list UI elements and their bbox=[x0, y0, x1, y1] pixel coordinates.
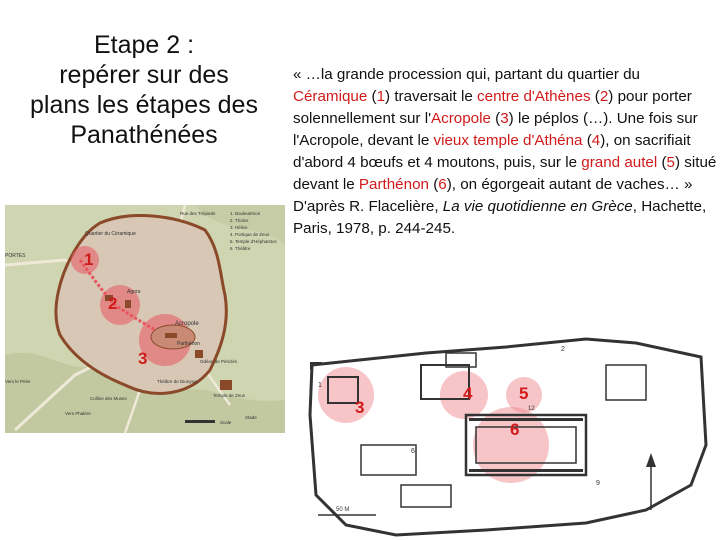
legend-item: 4. Portique de Zeus bbox=[230, 232, 270, 237]
acropole-word: Acropole bbox=[430, 110, 491, 127]
quote-segment: « …la grande procession qui, partant du quartier du bbox=[293, 66, 640, 83]
num-1: 1 bbox=[376, 88, 386, 105]
legend-item: 1. Bouleutérion bbox=[230, 211, 261, 216]
odeon-building bbox=[195, 350, 203, 358]
quote-segment: pour porter solennellement sur l' bbox=[293, 88, 692, 127]
map-label-rue: Rue des Trépieds bbox=[180, 211, 216, 216]
quote-text: « …la grande procession qui, partant du quartier du Céramique (1) traversait le centre d'Athènes (2) pour porter solennellement sur l'Acropole (3) le péplos (…). Une fois sur l'Acropole, devant le vieux temple d'Athéna (4), on sacrifiait d'abord 4 bœufs et 4 moutons, puis, sur le grand autel (5) situé devant le Parthénon (6), on égorgeait autant de vaches… » D'après R. Flacelière, La vie quotidienne en Grèce, Hachette, Paris, 1978, p. 244-245. bbox=[293, 66, 717, 237]
num-2: 2 bbox=[599, 88, 609, 105]
map-label-acropole: Acropole bbox=[175, 321, 199, 327]
temple-athena: vieux temple d'Athéna bbox=[433, 132, 583, 149]
quote-segment: traversait le bbox=[390, 88, 478, 105]
plan-marker-5: 5 bbox=[519, 384, 529, 403]
slide-title bbox=[0, 30, 288, 150]
scale-label: Scale bbox=[220, 420, 232, 425]
centre-athenes: centre d'Athènes bbox=[477, 88, 591, 105]
map-label-portes: PORTES bbox=[5, 253, 26, 259]
athens-map bbox=[5, 205, 285, 433]
scale-bar bbox=[185, 420, 215, 423]
column-row bbox=[469, 469, 583, 472]
title-line-4: Panathénées bbox=[70, 121, 218, 149]
plan-label-12: 12 bbox=[528, 406, 535, 412]
plan-label-6: 6 bbox=[411, 448, 415, 455]
legend-item: 6. Théâtre bbox=[230, 246, 251, 251]
title-line-1: Etape 2 : bbox=[93, 31, 195, 59]
plan-label-2: 2 bbox=[561, 346, 565, 353]
book-title: La vie quotidienne en Grèce bbox=[442, 198, 633, 215]
map-label-quartier: Quartier du Céramique bbox=[85, 231, 136, 237]
map-label-route-phalere: Vers Phalère bbox=[65, 411, 91, 416]
title-line-3: plans les étapes des bbox=[30, 91, 258, 119]
map-marker-2: 2 bbox=[108, 294, 118, 313]
map-label-route-mer: Vers le Pirée bbox=[5, 379, 31, 384]
num-3: 3 bbox=[500, 110, 509, 127]
num-5: 5 bbox=[666, 154, 675, 171]
map-label-parthenon: Parthénon bbox=[177, 341, 201, 347]
map-label-agora: Agora bbox=[127, 289, 141, 295]
legend-item: 2. Tholos bbox=[230, 218, 249, 223]
quote-segment: , on sacrifiait d'abord 4 bœufs et 4 moutons, puis, sur le bbox=[293, 132, 691, 171]
title-line-2: repérer sur des bbox=[59, 61, 229, 89]
quote-segment: situé devant le bbox=[293, 154, 717, 193]
map-label-temple-zeus: Temple de Zeus bbox=[213, 393, 246, 398]
map-label-theatre: Théâtre de Dionysos bbox=[157, 379, 199, 384]
map-marker-1: 1 bbox=[84, 250, 94, 269]
plan-marker-6: 6 bbox=[510, 420, 520, 439]
map-label-colline: Colline des Muses bbox=[90, 396, 127, 401]
quote-segment: , Hachette, Paris, 1978, p. 244-245. bbox=[293, 198, 707, 237]
plan-marker-4: 4 bbox=[463, 384, 473, 403]
parthenon-building bbox=[165, 333, 177, 338]
propylees-highlight bbox=[318, 367, 374, 423]
parthenon-word: Parthénon bbox=[358, 176, 429, 193]
column-row bbox=[469, 418, 583, 421]
num-6: 6 bbox=[438, 176, 447, 193]
plan-label-1: 1 bbox=[318, 382, 322, 389]
temple-zeus-building bbox=[220, 380, 232, 390]
map-marker-3: 3 bbox=[138, 349, 148, 368]
plan-label-9: 9 bbox=[596, 480, 600, 487]
ceramique-link: Céramique bbox=[293, 88, 368, 105]
plan-marker-3: 3 bbox=[355, 398, 365, 417]
map-label-stade: Stade bbox=[245, 415, 257, 420]
plan-scale-label: 50 M bbox=[336, 507, 350, 513]
agora-building bbox=[125, 300, 131, 308]
quote-segment: , on égorgeait autant de vaches… » D'après R. Flacelière, bbox=[293, 176, 693, 215]
legend-item: 3. Hélice bbox=[230, 225, 248, 230]
map-label-odeon: Odéon de Périclès bbox=[200, 359, 238, 364]
acropolis-plan bbox=[306, 335, 712, 540]
legend-item: 5. Temple d'Héphaïstos bbox=[230, 239, 277, 244]
quote-segment: le péplos (…). Une fois sur l'Acropole, devant le bbox=[293, 110, 698, 149]
grand-autel: grand autel bbox=[581, 154, 658, 171]
num-4: 4 bbox=[591, 132, 601, 149]
